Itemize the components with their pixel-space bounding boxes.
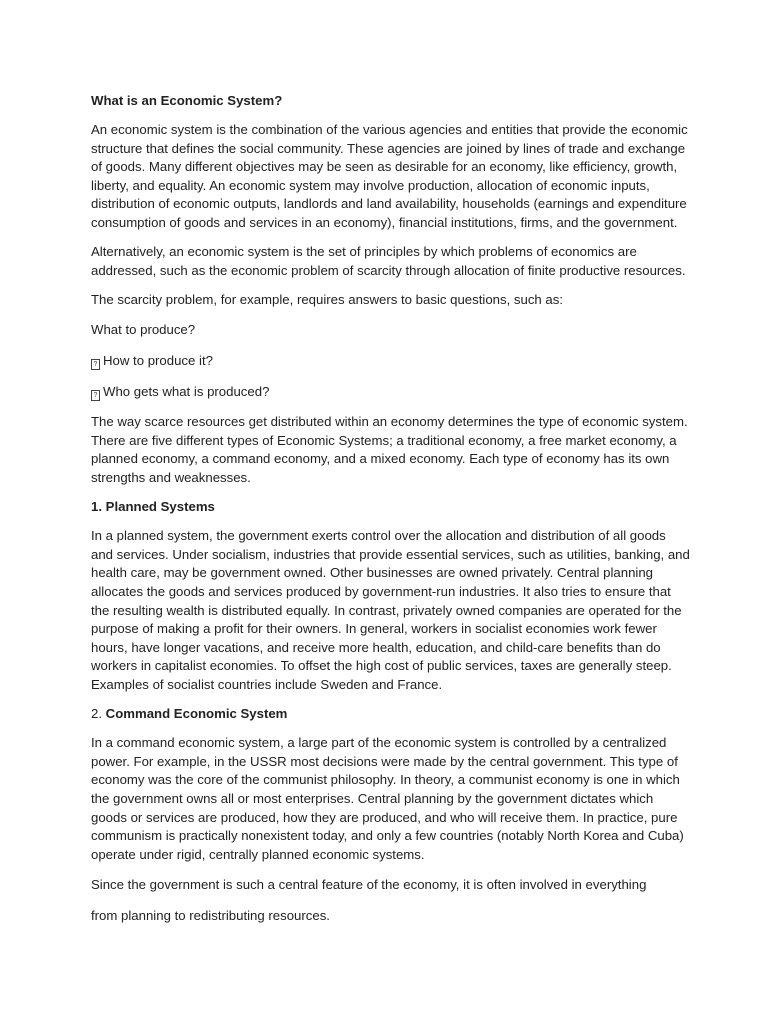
paragraph-alternative-definition: Alternatively, an economic system is the set of principles by which problems of economics are addressed, such as the economic problem of scarcity through allocation of finite productive resources. [91,244,686,278]
closing-line-2: from planning to redistributing resources. [91,907,330,923]
missing-glyph-bullet-icon: ? [91,359,100,370]
section-body-planned-systems: In a planned system, the government exerts control over the allocation and distribution of all goods and services. Under socialism, industries that provide essential services, such as utilities, banking, and health care, may be government owned. Other businesses are owned privately. Central planning allocates the goods and services produced by government-run industries. It also tries to ensure that the resulting wealth is distributed equally. In contrast, privately owned companies are operated for the purpose of making a profit for their owners. In general, workers in socialist economies work fewer hours, have longer vacations, and receive more health, education, and child-care benefits than do workers in capitalist economies. To offset the high cost of public services, taxes are generally steep. Examples of socialist countries include Sweden and France. [91,528,690,692]
section-body-command-economic-system: In a command economic system, a large part of the economic system is controlled by a centralized power. For example, in the USSR most decisions were made by the central government. This type of economy was the core of the communist philosophy. In theory, a communist economy is one in which the government owns all or most enterprises. Central planning by the government dictates which goods or services are produced, how they are produced, and who will receive them. In practice, pure communism is practically nonexistent today, and only a few countries (notably North Korea and Cuba) operate under rigid, centrally planned economic systems. [91,735,684,862]
missing-glyph-bullet-icon: ? [91,390,100,401]
section-number: 1. [91,499,102,515]
paragraph-definition: An economic system is the combination of the various agencies and entities that provide the economic structure that defines the social community. These agencies are joined by lines of trade and exchange of goods. Many different objectives may be seen as desirable for an economy, like efficiency, growth, liberty, and equality. An economic system may involve production, allocation of economic inputs, distribution of economic outputs, landlords and land availability, households (earnings and expenditure consumption of goods and services in an economy), financial institutions, firms, and the government. [91,122,688,231]
section-heading-planned-systems [91,498,691,517]
question-who-gets [91,383,691,402]
question-who-gets-text: Who gets what is produced? [103,383,270,399]
document-body [91,92,691,936]
question-how-to-produce-text: How to produce it? [103,353,213,369]
paragraph-types-overview: The way scarce resources get distributed within an economy determines the type of economic system. There are five different types of Economic Systems; a traditional economy, a free market economy, a planned economy, a command economy, and a mixed economy. Each type of economy has its own strengths and weaknesses. [91,414,688,485]
section-heading-text: Command Economic System [105,706,288,722]
section-heading-command-economic-system [91,705,691,724]
section-number: 2. [91,706,102,722]
page-title: What is an Economic System? [91,93,283,108]
question-how-to-produce [91,352,691,371]
closing-line-1: Since the government is such a central feature of the economy, it is often involved in everything [91,877,647,893]
section-heading-text: Planned Systems [105,499,215,515]
question-what-to-produce: What to produce? [91,322,196,338]
paragraph-scarcity-intro: The scarcity problem, for example, requires answers to basic questions, such as: [91,291,564,307]
